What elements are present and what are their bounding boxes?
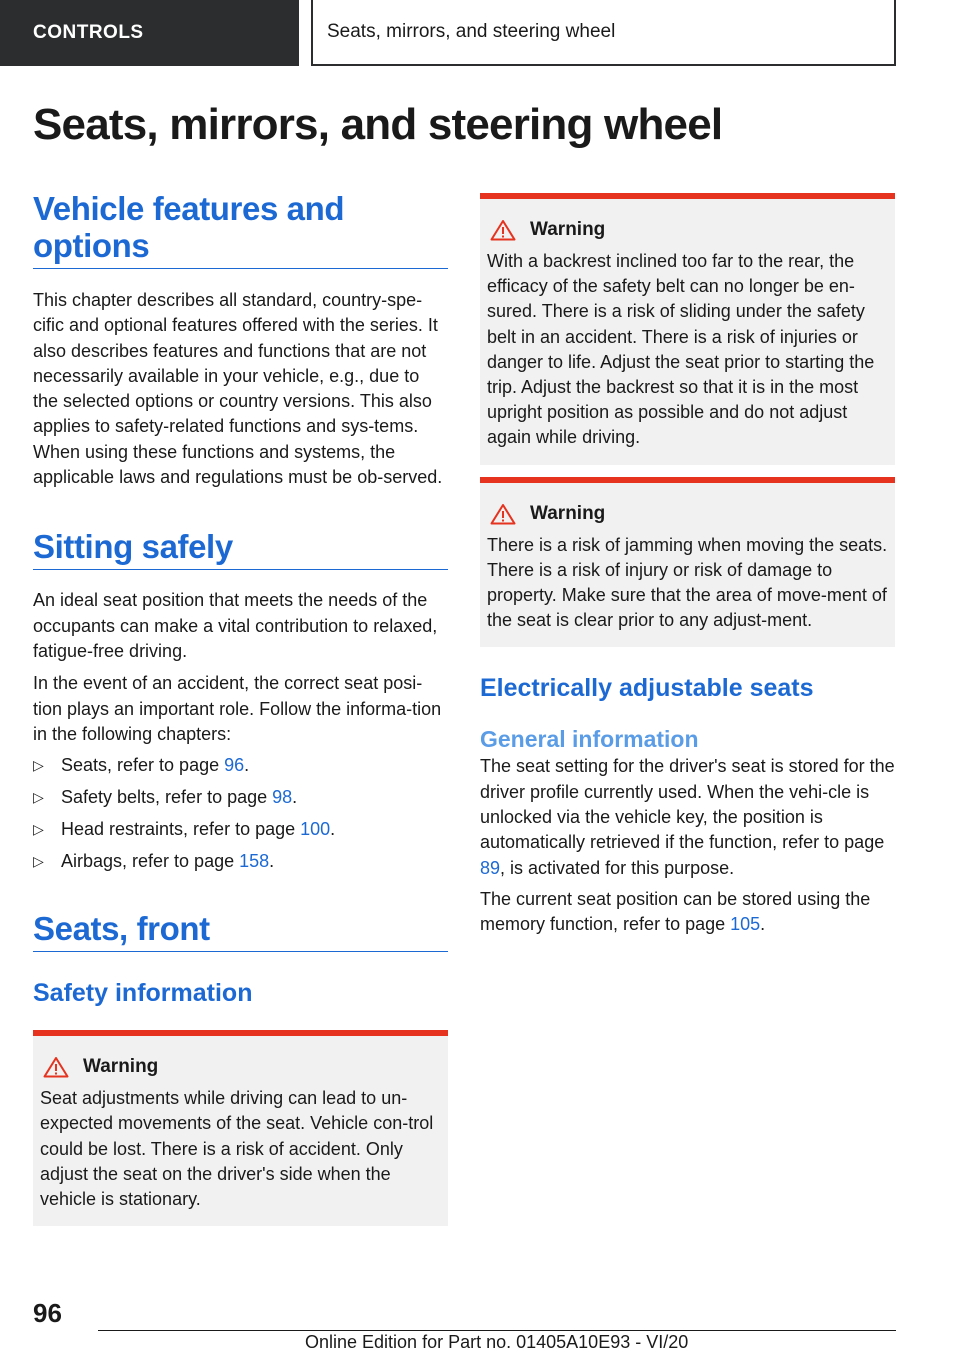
- page-link[interactable]: 105: [730, 914, 761, 935]
- page-link[interactable]: 158: [239, 851, 270, 872]
- right-column: [480, 193, 895, 938]
- features-body: This chapter describes all standard, country-spe-cific and optional features offered with the series. It also describes features and functions that are not necessarily available in your vehicle, e.g., due to the selected options or country versions. This also applies to safety-related functions and sys-tems. When using these functions and systems, the applicable laws and regulations must be ob-served.: [33, 290, 443, 488]
- warning-triangle-icon: [490, 503, 516, 525]
- heading-rule: [33, 268, 448, 269]
- triangle-bullet-icon: ▷: [33, 789, 44, 806]
- page-link[interactable]: 89: [480, 857, 501, 878]
- list-item: ▷ Seats, refer to page 96.: [33, 753, 448, 778]
- general-paragraph-2: The current seat position can be stored using the memory function, refer to page 105.: [480, 888, 871, 935]
- triangle-bullet-icon: ▷: [33, 853, 44, 870]
- heading-seats-front: Seats, front: [33, 910, 448, 952]
- heading-sitting-safely: Sitting safely: [33, 528, 448, 570]
- warning-text: With a backrest inclined too far to the rear, the efficacy of the safety belt can no longer be en-sured. There is a risk of sliding under the safety belt in an accident. There is a risk of injuries or danger to life. Adjust the seat prior to starting the trip. Adjust the backrest so that it is in the most upright position as possible and do not adjust again while driving.: [487, 251, 875, 448]
- list-item: ▷ Airbags, refer to page 158.: [33, 849, 448, 874]
- warning-title: Warning: [530, 219, 606, 240]
- list-item: ▷ Head restraints, refer to page 100.: [33, 817, 448, 842]
- sitting-paragraph-2: In the event of an accident, the correct seat posi-tion plays an important role. Follow the informa-tion in the following chapters:: [33, 673, 442, 744]
- triangle-bullet-icon: ▷: [33, 757, 44, 774]
- page-link[interactable]: 96: [224, 755, 245, 776]
- left-column: [33, 190, 448, 1226]
- list-item: ▷ Safety belts, refer to page 98.: [33, 785, 448, 810]
- warning-box-seat-adjustment: [33, 1030, 448, 1226]
- general-paragraph-1: The seat setting for the driver's seat is stored for the driver profile currently used. When the vehi-cle is unlocked via the vehicle key, the position is automatically retrieved if the function, refer to page 89, is activated for this purpose.: [480, 756, 895, 878]
- page-link[interactable]: 98: [272, 787, 293, 808]
- page-header: [0, 0, 960, 66]
- warning-box-backrest: [480, 193, 895, 465]
- heading-general-information: General information: [480, 726, 699, 753]
- page-title: Seats, mirrors, and steering wheel: [33, 100, 723, 149]
- chapter-label: Seats, mirrors, and steering wheel: [311, 0, 896, 66]
- warning-triangle-icon: [43, 1056, 69, 1078]
- page-number: 96: [33, 1298, 62, 1328]
- sitting-paragraph-1: An ideal seat position that meets the needs of the occupants can make a vital contribution to relaxed, fatigue-free driving.: [33, 590, 438, 661]
- page-link[interactable]: 100: [300, 819, 331, 840]
- warning-text: There is a risk of jamming when moving the seats. There is a risk of injury or risk of damage to property. Make sure that the area of move-ment of the seat is clear prior to any adjust-ment.: [487, 534, 888, 631]
- triangle-bullet-icon: ▷: [33, 821, 44, 838]
- edition-note: Online Edition for Part no. 01405A10E93 - VI/20: [305, 1332, 689, 1352]
- reference-list: [33, 753, 448, 874]
- heading-electrically-adjustable-seats: Electrically adjustable seats: [480, 674, 814, 703]
- heading-vehicle-features: Vehicle features and options: [33, 190, 345, 264]
- footer-rule: [98, 1330, 896, 1331]
- warning-box-jamming: [480, 477, 895, 648]
- warning-title: Warning: [83, 1056, 159, 1078]
- section-label: CONTROLS: [0, 0, 299, 66]
- warning-triangle-icon: [490, 219, 516, 241]
- warning-title: Warning: [530, 502, 606, 524]
- heading-safety-information: Safety information: [33, 979, 253, 1008]
- warning-text: Seat adjustments while driving can lead to un-expected movements of the seat. Vehicle con-trol could be lost. There is a risk of accident. Only adjust the seat on the driver's side when the vehicle is stationary.: [40, 1088, 434, 1209]
